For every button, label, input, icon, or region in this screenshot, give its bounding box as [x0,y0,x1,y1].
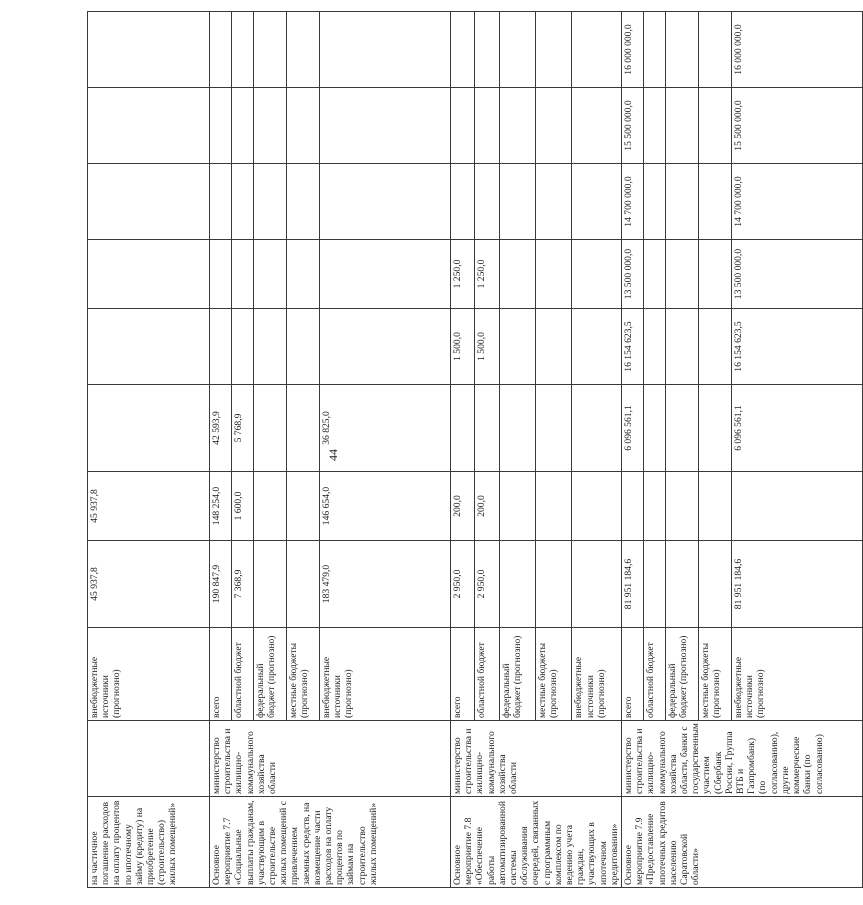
amount-cell [88,240,210,309]
amount-cell [254,541,287,628]
amount-cell: 16 000 000,0 [622,12,644,88]
amount-cell [320,309,451,385]
amount-cell [232,12,254,88]
amount-cell [499,164,535,240]
amount-cell [287,309,320,385]
amount-cell: 1 500,0 [475,309,499,385]
amount-cell: 146 654,0 [320,472,451,541]
amount-cell: 5 768,9 [232,385,254,472]
amount-cell [475,385,499,472]
amount-cell [572,88,622,164]
amount-cell: 1 500,0 [451,309,475,385]
rotated-table-container [87,12,825,888]
amount-cell [320,12,451,88]
amount-cell [210,88,232,164]
funding-source-cell: федеральный бюджет (прогнозно) [499,628,535,721]
amount-cell [210,12,232,88]
funding-source-cell: всего [622,628,644,721]
amount-cell [499,385,535,472]
amount-cell [254,88,287,164]
funding-source-cell: внебюджетные источники (прогнозно) [572,628,622,721]
amount-cell [622,472,644,541]
amount-cell [644,541,666,628]
amount-cell [499,541,535,628]
amount-cell [499,88,535,164]
amount-cell [451,385,475,472]
amount-cell: 16 000 000,0 [732,12,863,88]
amount-cell [732,472,863,541]
amount-cell [644,472,666,541]
amount-cell [287,541,320,628]
amount-cell [88,309,210,385]
amount-cell: 13 500 000,0 [622,240,644,309]
amount-cell [232,240,254,309]
amount-cell: 13 500 000,0 [732,240,863,309]
amount-cell [287,164,320,240]
amount-cell [699,385,732,472]
amount-cell: 2 950,0 [475,541,499,628]
funding-source-cell: внебюджетные источники (прогнозно) [732,628,863,721]
page-number: 44 [326,449,340,461]
amount-cell: 6 096 561,1 [732,385,863,472]
amount-cell [210,240,232,309]
amount-cell: 1 250,0 [451,240,475,309]
amount-cell [699,472,732,541]
amount-cell [666,12,699,88]
amount-cell: 200,0 [475,472,499,541]
amount-cell [699,164,732,240]
amount-cell [254,309,287,385]
amount-cell: 7 368,9 [232,541,254,628]
amount-cell [232,309,254,385]
funding-source-cell: местные бюджеты (прогнозно) [699,628,732,721]
table-row [622,12,644,888]
amount-cell: 200,0 [451,472,475,541]
amount-cell [699,240,732,309]
amount-cell [287,385,320,472]
amount-cell: 81 951 184,6 [622,541,644,628]
amount-cell [287,12,320,88]
measure-name-cell: Основное мероприятие 7.8 «Обеспечение работы автоматизированной системы обслуживания очередей, связанных с программным комплексом по ведению учета граждан, участвующих в ипотечном кредитовании» [451,797,622,888]
measure-name-cell: Основное мероприятие 7.7 «Социальные выплаты гражданам, участвующим в строительстве жилых помещений с привлечением заемных средств, на возмещение части расходов на оплату процентов по займам на строительство жилых помещений» [210,797,451,888]
amount-cell [254,164,287,240]
budget-table [87,11,863,888]
amount-cell [535,309,571,385]
amount-cell [210,309,232,385]
measure-name-cell: Основное мероприятие 7.9 «Предоставление ипотечных кредитов населению Саратовской области» [622,797,863,888]
amount-cell: 1 250,0 [475,240,499,309]
amount-cell: 36 825,0 [320,385,451,472]
executor-cell [88,721,210,797]
table-row [88,12,210,888]
amount-cell [88,385,210,472]
funding-source-cell: федеральный бюджет (прогнозно) [666,628,699,721]
amount-cell [475,88,499,164]
amount-cell [320,240,451,309]
table-row [451,12,475,888]
amount-cell: 15 500 000,0 [732,88,863,164]
amount-cell [88,164,210,240]
amount-cell: 183 479,0 [320,541,451,628]
amount-cell [254,472,287,541]
amount-cell: 1 600,0 [232,472,254,541]
funding-source-cell: местные бюджеты (прогнозно) [287,628,320,721]
amount-cell: 16 154 623,5 [732,309,863,385]
funding-source-cell: местные бюджеты (прогнозно) [535,628,571,721]
amount-cell [572,385,622,472]
amount-cell [572,164,622,240]
amount-cell [666,240,699,309]
amount-cell [88,12,210,88]
amount-cell: 45 937,8 [88,472,210,541]
amount-cell [699,88,732,164]
amount-cell: 81 951 184,6 [732,541,863,628]
amount-cell [535,12,571,88]
amount-cell [699,541,732,628]
amount-cell [666,472,699,541]
amount-cell [232,88,254,164]
amount-cell [572,472,622,541]
amount-cell: 42 593,9 [210,385,232,472]
amount-cell [666,88,699,164]
amount-cell [644,12,666,88]
amount-cell [254,385,287,472]
executor-cell: министерство строительства и жилищно-коммунального хозяйства области [451,721,622,797]
amount-cell [644,164,666,240]
amount-cell: 16 154 623,5 [622,309,644,385]
amount-cell [644,309,666,385]
amount-cell: 6 096 561,1 [622,385,644,472]
amount-cell [699,12,732,88]
amount-cell [699,309,732,385]
amount-cell: 14 700 000,0 [732,164,863,240]
amount-cell [232,164,254,240]
funding-source-cell: областной бюджет [232,628,254,721]
amount-cell [666,309,699,385]
amount-cell: 14 700 000,0 [622,164,644,240]
executor-cell: министерство строительства и жилищно-коммунального хозяйства области [210,721,451,797]
funding-source-cell: всего [451,628,475,721]
amount-cell [451,12,475,88]
amount-cell [254,12,287,88]
amount-cell: 15 500 000,0 [622,88,644,164]
funding-source-cell: областной бюджет [644,628,666,721]
amount-cell [88,88,210,164]
amount-cell [499,309,535,385]
amount-cell [499,12,535,88]
amount-cell [535,240,571,309]
amount-cell: 2 950,0 [451,541,475,628]
measure-name-cell: на частичное погашение расходов на оплату процентов по ипотечному займу (кредиту) на приобретение (строительство) жилых помещений» [88,797,210,888]
amount-cell [320,164,451,240]
amount-cell [535,385,571,472]
funding-source-cell: областной бюджет [475,628,499,721]
amount-cell: 45 937,8 [88,541,210,628]
funding-source-cell: всего [210,628,232,721]
amount-cell [451,164,475,240]
amount-cell [287,240,320,309]
funding-source-cell: внебюджетные источники (прогнозно) [320,628,451,721]
amount-cell [254,240,287,309]
funding-source-cell: федеральный бюджет (прогнозно) [254,628,287,721]
amount-cell [572,309,622,385]
amount-cell [644,385,666,472]
amount-cell [666,164,699,240]
amount-cell [475,164,499,240]
table-row [210,12,232,888]
amount-cell [572,12,622,88]
amount-cell [572,240,622,309]
amount-cell [499,240,535,309]
amount-cell [535,88,571,164]
amount-cell [535,164,571,240]
amount-cell [535,541,571,628]
amount-cell [210,164,232,240]
amount-cell [535,472,571,541]
amount-cell [644,240,666,309]
amount-cell [287,88,320,164]
amount-cell: 148 254,0 [210,472,232,541]
funding-source-cell: внебюджетные источники (прогнозно) [88,628,210,721]
amount-cell [451,88,475,164]
amount-cell [475,12,499,88]
amount-cell [499,472,535,541]
amount-cell [320,88,451,164]
amount-cell [666,385,699,472]
amount-cell [644,88,666,164]
executor-cell: министерство строительства и жилищно-коммунального хозяйства области, банки с государственным участием (Сбербанк России, Группа ВТБ и Газпромбанк) (по согласованию), другие коммерческие банки (по согласованию) [622,721,863,797]
amount-cell [572,541,622,628]
amount-cell: 190 847,9 [210,541,232,628]
amount-cell [666,541,699,628]
amount-cell [287,472,320,541]
